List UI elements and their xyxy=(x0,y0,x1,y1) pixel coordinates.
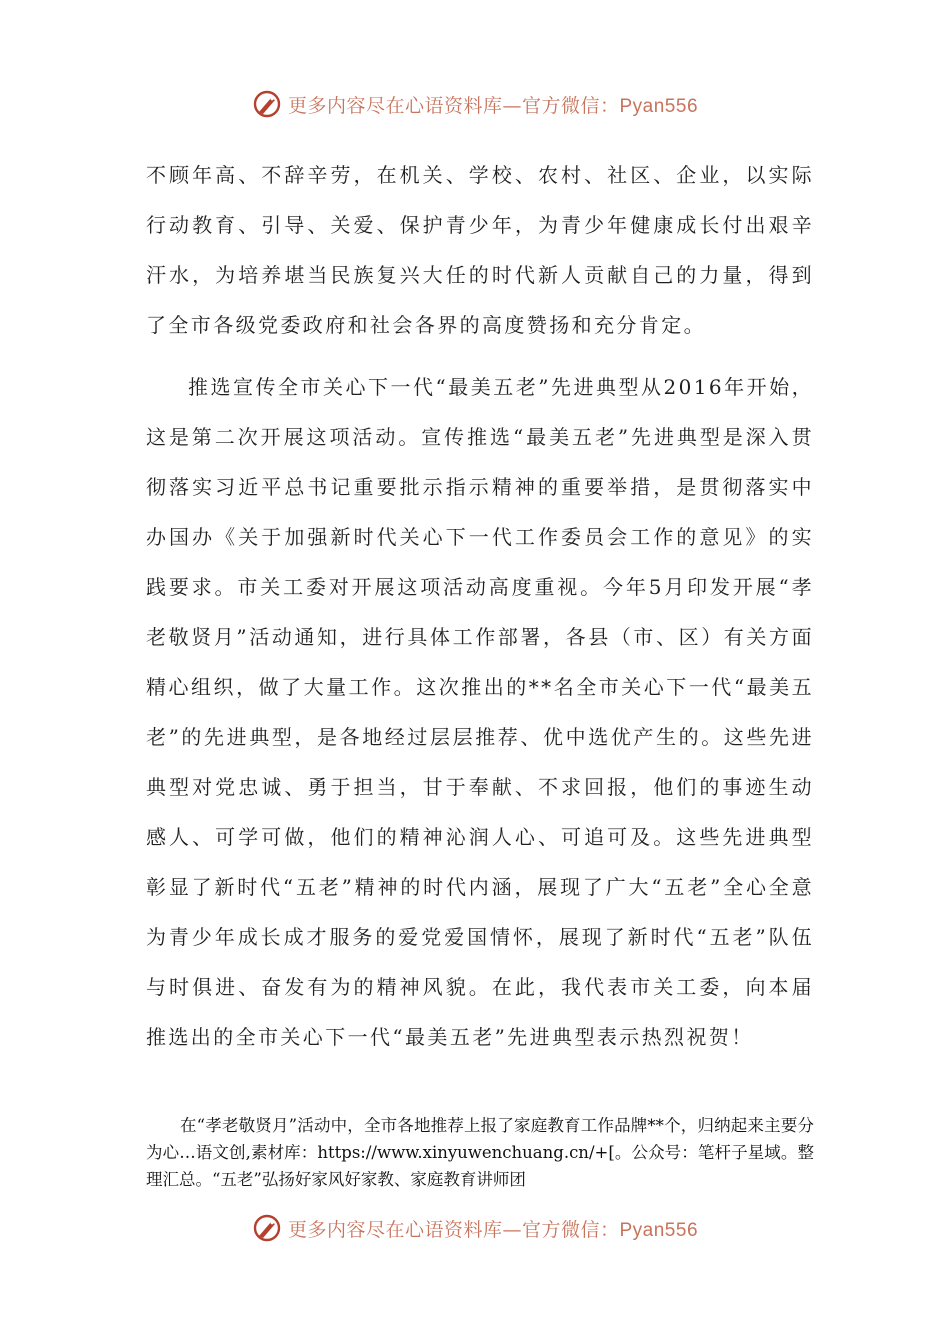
paragraph-2: 推选宣传全市关心下一代“最美五老”先进典型从2016年开始，这是第二次开展这项活动。宣传推选“最美五老”先进典型是深入贯彻落实习近平总书记重要批示指示精神的重要举措，是贯彻落实中办国办《关于加强新时代关心下一代工作委员会工作的意见》的实践要求。市关工委对开展这项活动高度重视。今年5月印发开展“孝老敬贤月”活动通知，进行具体工作部署，各县（市、区）有关方面精心组织，做了大量工作。这次推出的**名全市关心下一代“最美五老”的先进典型，是各地经过层层推荐、优中选优产生的。这些先进典型对党忠诚、勇于担当，甘于奉献、不求回报，他们的事迹生动感人、可学可做，他们的精神沁润人心、可追可及。这些先进典型彰显了新时代“五老”精神的时代内涵，展现了广大“五老”全心全意为青少年成长成才服务的爱党爱国情怀，展现了新时代“五老”队伍与时俱进、奋发有为的精神风貌。在此，我代表市关工委，向本届推选出的全市关心下一代“最美五老”先进典型表示热烈祝贺！ xyxy=(146,375,814,1049)
wechat-id: Pyan556 xyxy=(619,1219,699,1241)
small-text-block xyxy=(146,1112,814,1193)
banner-text: 更多内容尽在心语资料库—官方微信：Pyan556 xyxy=(287,94,699,117)
paragraph-1: 不顾年高、不辞辛劳，在机关、学校、农村、社区、企业，以实际行动教育、引导、关爱、保护青少年，为青少年健康成长付出艰辛汗水，为培养堪当民族复兴大任的时代新人贡献自己的力量，得到了全市各级党委政府和社会各界的高度赞扬和充分肯定。 xyxy=(146,163,814,337)
footer-banner xyxy=(0,1208,950,1248)
header-banner xyxy=(0,84,950,124)
wechat-id: Pyan556 xyxy=(619,95,699,117)
pen-nib-logo-icon xyxy=(252,1213,282,1243)
pen-nib-logo-icon xyxy=(252,89,282,119)
main-body-text xyxy=(146,150,814,1062)
banner-text: 更多内容尽在心语资料库—官方微信：Pyan556 xyxy=(287,1218,699,1241)
paragraph-3: 在“孝老敬贤月”活动中，全市各地推荐上报了家庭教育工作品牌**个，归纳起来主要分为心…语文创,素材库：https://www.xinyuwenchuang.cn/+[。公众号：笔杆子星域。整理汇总。“五老”弘扬好家风好家教、家庭教育讲师团 xyxy=(146,1116,814,1189)
